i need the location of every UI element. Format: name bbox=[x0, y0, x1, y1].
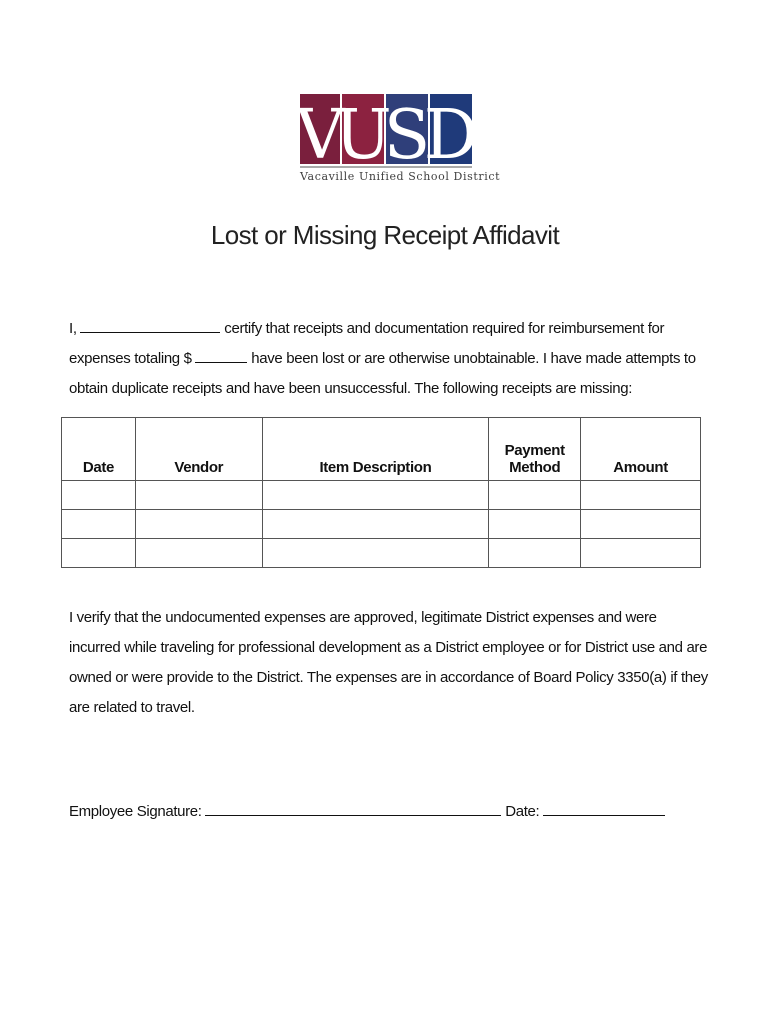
payment-method-cell[interactable] bbox=[489, 510, 581, 539]
logo-letter-u: U bbox=[334, 96, 392, 175]
date-cell[interactable] bbox=[62, 510, 136, 539]
signature-blank[interactable] bbox=[205, 801, 501, 816]
column-header-vendor: Vendor bbox=[135, 418, 262, 481]
item-description-cell[interactable] bbox=[262, 481, 489, 510]
column-header-date: Date bbox=[62, 418, 136, 481]
payment-method-cell[interactable] bbox=[489, 539, 581, 568]
verification-statement: I verify that the undocumented expenses are approved, legitimate District expenses and were incurred while traveling for professional development as a District employee or for District use and are owned or were provide to the District. The expenses are in accordance of Board Policy 3350(a) if they are related to travel. bbox=[69, 609, 708, 716]
column-header-payment-method: Payment Method bbox=[489, 418, 581, 481]
amount-cell[interactable] bbox=[581, 481, 701, 510]
logo-tagline: Vacaville Unified School District bbox=[300, 170, 501, 183]
table-header-row bbox=[62, 418, 701, 481]
affidavit-text-after-amount: have been lost or are otherwise unobtainable. I have made attempts to obtain duplicate receipts and have been unsuccessful. The following receipts are missing: bbox=[69, 350, 696, 397]
signature-line bbox=[69, 797, 665, 827]
logo-letter-d: D bbox=[423, 96, 479, 175]
column-header-item-description: Item Description bbox=[262, 418, 489, 481]
amount-blank[interactable] bbox=[195, 348, 247, 363]
date-label: Date: bbox=[505, 803, 540, 820]
table-row bbox=[62, 481, 701, 510]
column-header-amount: Amount bbox=[581, 418, 701, 481]
affidavit-statement bbox=[69, 314, 709, 404]
date-cell[interactable] bbox=[62, 481, 136, 510]
vendor-cell[interactable] bbox=[135, 510, 262, 539]
signature-label: Employee Signature: bbox=[69, 803, 202, 820]
amount-cell[interactable] bbox=[581, 539, 701, 568]
date-cell[interactable] bbox=[62, 539, 136, 568]
table-row bbox=[62, 510, 701, 539]
page-title: Lost or Missing Receipt Affidavit bbox=[210, 220, 560, 250]
logo-letter-v: V bbox=[295, 96, 345, 175]
vendor-cell[interactable] bbox=[135, 481, 262, 510]
vendor-cell[interactable] bbox=[135, 539, 262, 568]
affidavit-text-after-name: certify that receipts and documentation required for reimbursement for expenses totaling $ bbox=[69, 320, 665, 367]
table-row bbox=[62, 539, 701, 568]
payment-method-cell[interactable] bbox=[489, 481, 581, 510]
name-blank[interactable] bbox=[80, 318, 220, 333]
item-description-cell[interactable] bbox=[262, 539, 489, 568]
affidavit-prefix: I, bbox=[69, 320, 77, 337]
date-blank[interactable] bbox=[543, 801, 665, 816]
vusd-logo-letters bbox=[295, 94, 479, 175]
item-description-cell[interactable] bbox=[262, 510, 489, 539]
missing-receipts-table bbox=[61, 417, 701, 568]
logo-letter-s: S bbox=[383, 96, 431, 175]
vusd-logo bbox=[295, 94, 501, 188]
amount-cell[interactable] bbox=[581, 510, 701, 539]
